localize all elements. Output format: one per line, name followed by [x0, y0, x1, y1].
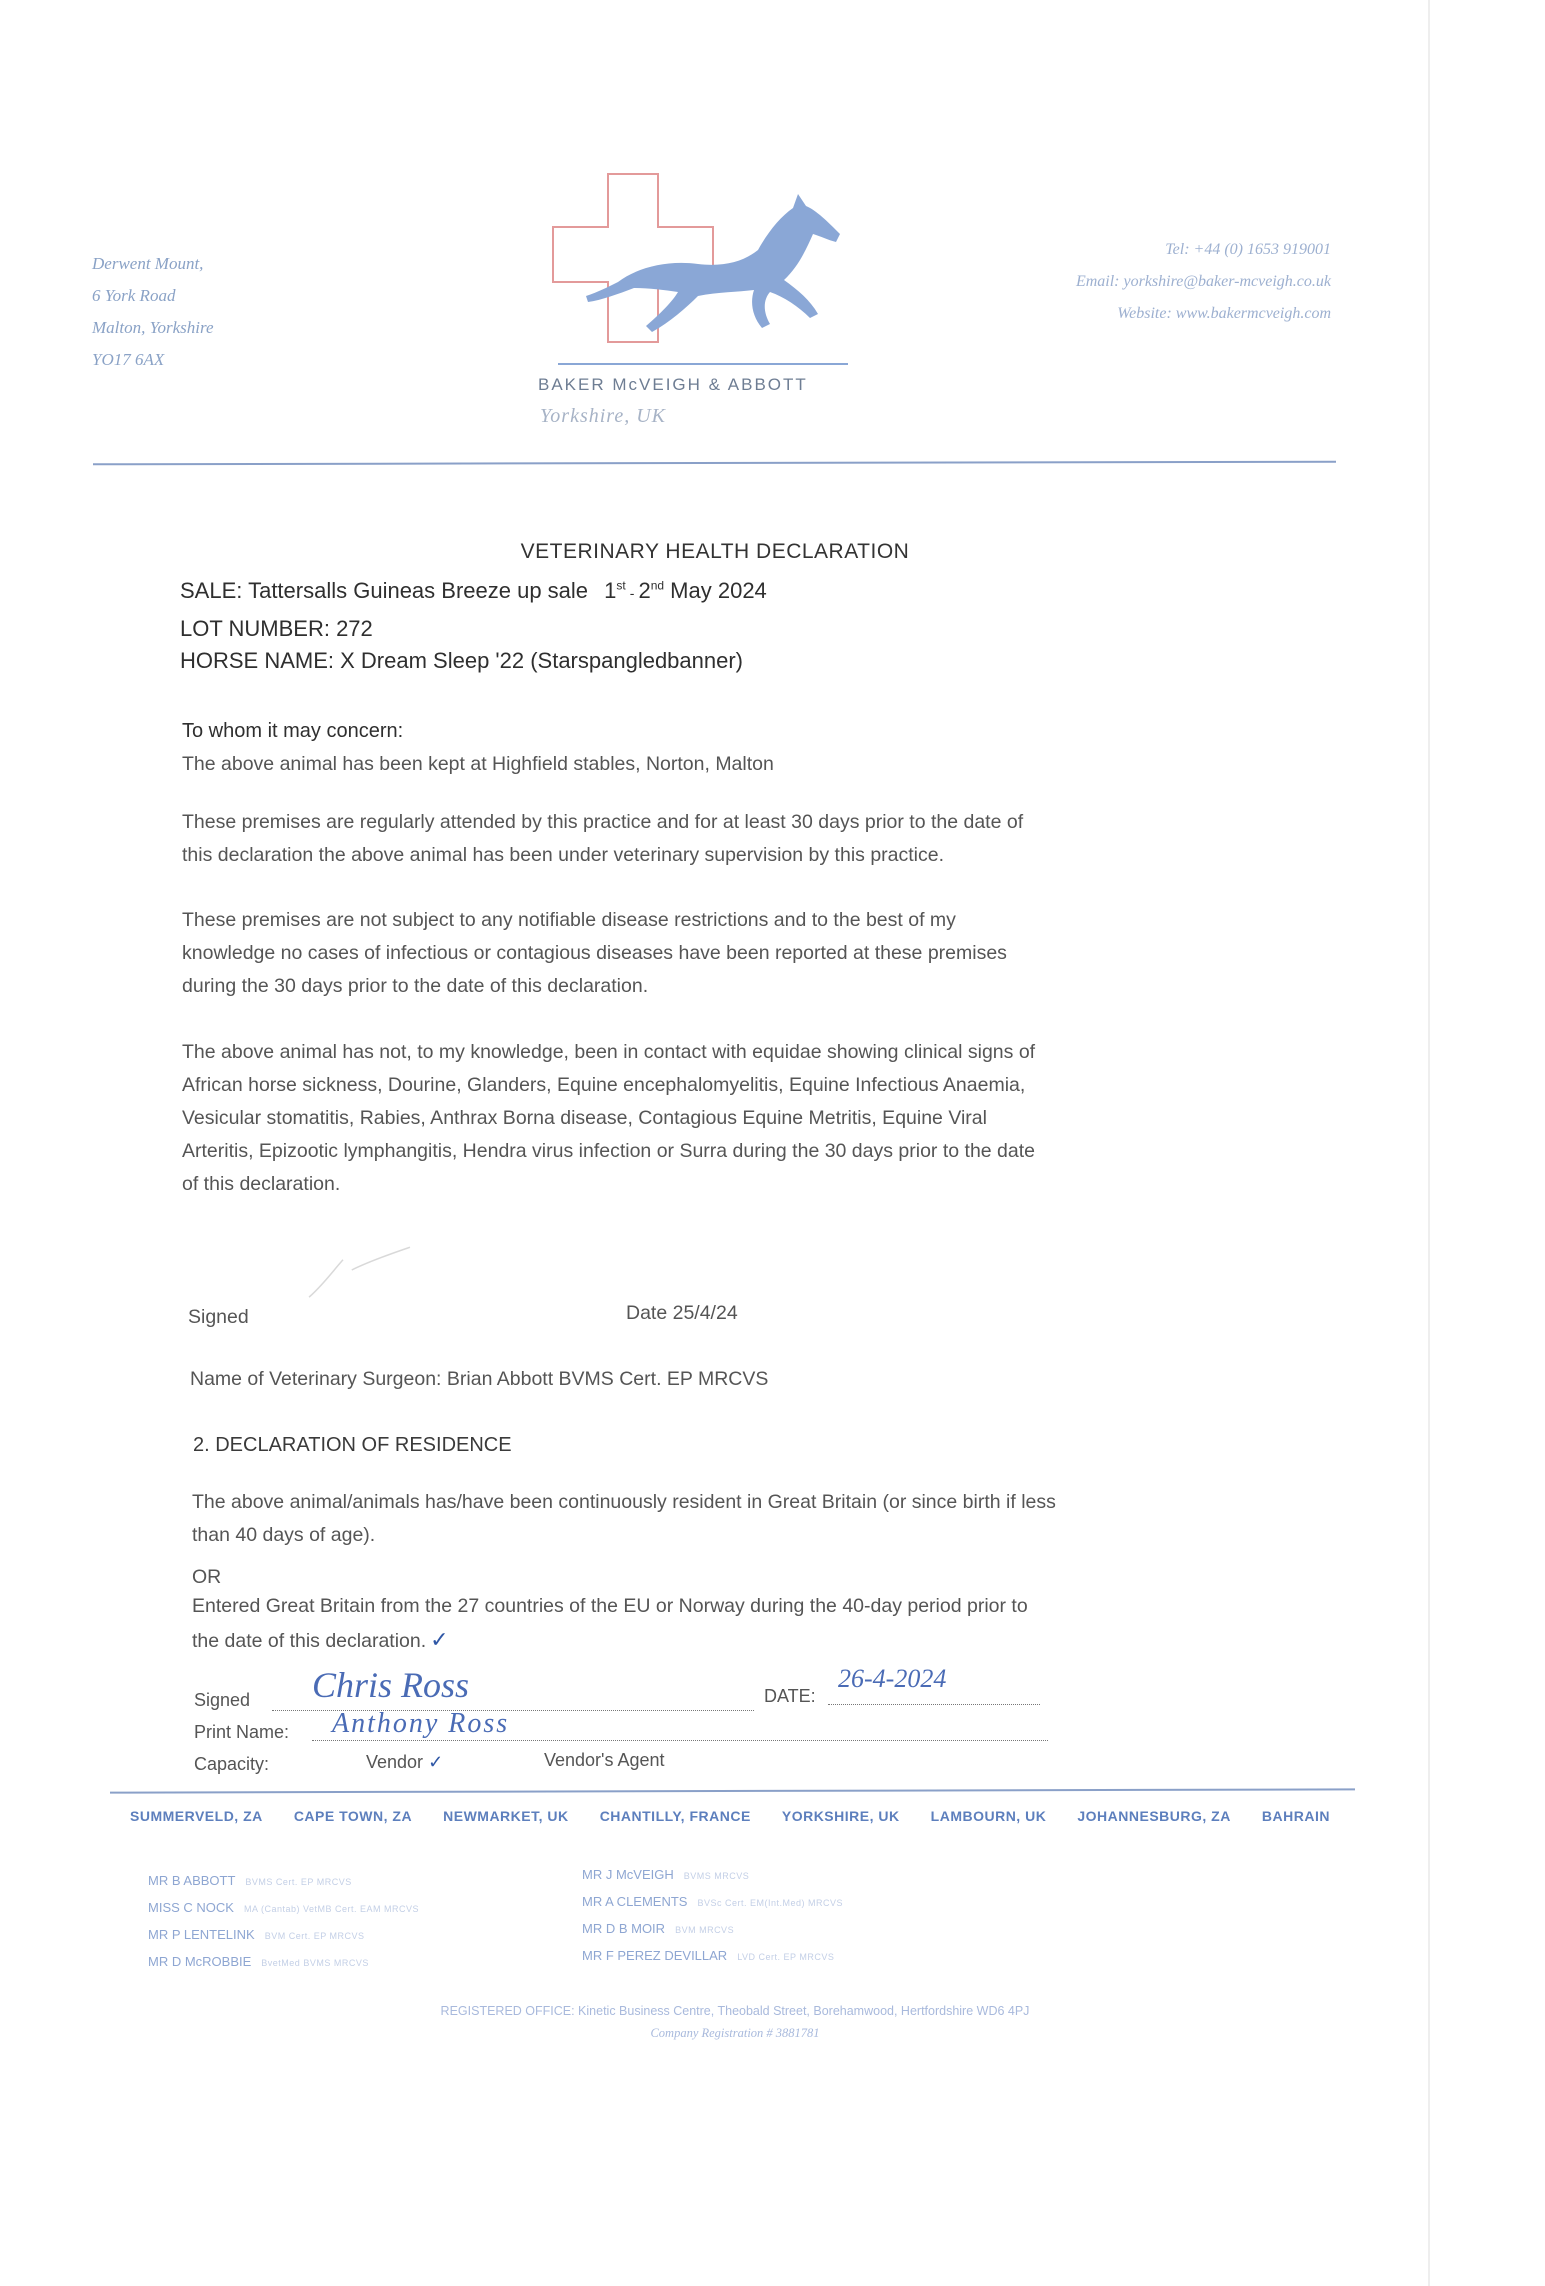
- sale-day-1: 1: [604, 578, 617, 603]
- vet-declaration-date: Date 25/4/24: [626, 1302, 738, 1324]
- contact-email: Email: yorkshire@baker-mcveigh.co.uk: [1075, 273, 1331, 290]
- firm-name: BAKER McVEIGH & ABBOTT: [538, 375, 808, 394]
- paragraph-line-text: the date of this declaration.: [192, 1630, 427, 1652]
- partner-entry: [148, 1868, 419, 1895]
- salutation: To whom it may concern:: [182, 720, 404, 742]
- partner-name: MISS C NOCK: [148, 1900, 234, 1915]
- paragraph-line: this declaration the above animal has been under veterinary supervision by this practice.: [182, 844, 945, 866]
- paragraph-line: African horse sickness, Dourine, Glanders, Equine encephalomyelitis, Equine Infectious Anaemia,: [182, 1074, 1026, 1096]
- partner-qualifications: LVD Cert. EP MRCVS: [737, 1952, 835, 1962]
- horse-and-cross-logo-icon: [548, 172, 858, 372]
- lot-number: LOT NUMBER: 272: [180, 616, 373, 641]
- partner-name: MR P LENTELINK: [148, 1927, 255, 1942]
- partners-left-column: [148, 1868, 419, 1976]
- registered-office-block: [0, 2000, 1470, 2044]
- partner-qualifications: BVM Cert. EP MRCVS: [264, 1931, 365, 1941]
- paragraph-line: The above animal has not, to my knowledge, been in contact with equidae showing clinical signs of: [182, 1041, 1036, 1063]
- residence-signed-label: Signed: [194, 1690, 251, 1710]
- partner-name: MR D McROBBIE: [148, 1954, 252, 1969]
- residence-date-label: DATE:: [764, 1686, 816, 1706]
- contact-diseases-paragraph: [182, 1036, 1292, 1201]
- office-location: LAMBOURN, UK: [930, 1808, 1047, 1824]
- office-location: SUMMERVELD, ZA: [130, 1808, 263, 1824]
- sale-day-1-suffix: st: [616, 578, 626, 593]
- paragraph-line: knowledge no cases of infectious or contagious diseases have been reported at these premises: [182, 942, 1007, 964]
- office-location: YORKSHIRE, UK: [781, 1808, 900, 1824]
- date-line: [828, 1704, 1040, 1705]
- firm-location: Yorkshire, UK: [540, 405, 666, 427]
- partner-qualifications: BVSc Cert. EM(Int.Med) MRCVS: [697, 1898, 843, 1908]
- document-title: VETERINARY HEALTH DECLARATION: [520, 540, 910, 563]
- paragraph-line: Vesicular stomatitis, Rabies, Anthrax Borna disease, Contagious Equine Metritis, Equine Viral: [182, 1107, 987, 1129]
- checkmark-icon: ✓: [430, 1627, 449, 1652]
- sale-label: SALE: Tattersalls Guineas Breeze up sale: [180, 578, 589, 603]
- horse-name: HORSE NAME: X Dream Sleep '22 (Starspangledbanner): [180, 648, 744, 673]
- or-separator: OR: [192, 1566, 222, 1588]
- sale-day-2: 2: [638, 578, 651, 603]
- registered-office: REGISTERED OFFICE: Kinetic Business Centre, Theobald Street, Borehamwood, Hertfordshire WD6 4PJ: [440, 2004, 1030, 2018]
- residence-date-value: 26-4-2024: [838, 1664, 947, 1693]
- partner-entry: [582, 1943, 843, 1970]
- header-divider: [93, 461, 1336, 466]
- partner-entry: [148, 1922, 419, 1949]
- paragraph-line: These premises are regularly attended by this practice and for at least 30 days prior to the date of: [182, 811, 1024, 833]
- contact-phone: Tel: +44 (0) 1653 919001: [1165, 241, 1331, 258]
- paragraph-line: during the 30 days prior to the date of this declaration.: [182, 975, 649, 997]
- partners-right-column: [582, 1862, 843, 1970]
- office-location: CHANTILLY, FRANCE: [599, 1808, 751, 1824]
- partner-qualifications: BVM MRCVS: [675, 1925, 735, 1935]
- paragraph-line: [192, 1623, 1292, 1658]
- practice-contact: [1076, 234, 1331, 330]
- partner-qualifications: BvetMed BVMS MRCVS: [261, 1958, 369, 1968]
- sale-separator: -: [629, 585, 635, 601]
- office-location: CAPE TOWN, ZA: [293, 1808, 413, 1824]
- print-name-line: [312, 1740, 1048, 1741]
- supervision-paragraph: [182, 806, 1262, 872]
- disease-restrictions-paragraph: [182, 904, 1262, 1003]
- paragraph-line: Entered Great Britain from the 27 countries of the EU or Norway during the 40-day period prior to: [192, 1595, 1028, 1617]
- paragraph-line: These premises are not subject to any notifiable disease restrictions and to the best of my: [182, 909, 956, 931]
- scan-edge: [1428, 0, 1430, 2286]
- paragraph-line: of this declaration.: [182, 1173, 341, 1195]
- partner-qualifications: MA (Cantab) VetMB Cert. EAM MRCVS: [243, 1904, 420, 1914]
- partner-name: MR D B MOIR: [582, 1921, 666, 1936]
- partner-entry: [582, 1862, 843, 1889]
- paragraph-line: The above animal/animals has/have been continuously resident in Great Britain (or since birth if less: [192, 1491, 1056, 1513]
- practice-address: [92, 248, 214, 376]
- vendor-signature: Chris Ross: [312, 1665, 470, 1705]
- vet-signed-label: Signed: [188, 1306, 249, 1328]
- partner-entry: [582, 1889, 843, 1916]
- sale-day-2-suffix: nd: [650, 578, 665, 593]
- paragraph-line: than 40 days of age).: [192, 1524, 376, 1546]
- partner-entry: [148, 1895, 419, 1922]
- residence-paragraph-2: [192, 1590, 1292, 1658]
- office-location: NEWMARKET, UK: [443, 1808, 569, 1824]
- sale-line: [180, 578, 767, 604]
- company-registration: Company Registration # 3881781: [650, 2026, 820, 2040]
- partner-name: MR J McVEIGH: [582, 1867, 674, 1882]
- residence-heading: 2. DECLARATION OF RESIDENCE: [193, 1434, 512, 1456]
- residence-paragraph-1: [192, 1486, 1292, 1552]
- vendor-option-label: Vendor: [366, 1752, 424, 1772]
- contact-website: Website: www.bakermcveigh.com: [1117, 305, 1331, 322]
- print-name-label: Print Name:: [194, 1722, 290, 1742]
- paragraph-line: Arteritis, Epizootic lymphangitis, Hendra virus infection or Surra during the 30 days prior to the date: [182, 1140, 1036, 1162]
- print-name-value: Anthony Ross: [332, 1708, 510, 1739]
- partner-name: MR B ABBOTT: [148, 1873, 236, 1888]
- vet-surgeon-name: Name of Veterinary Surgeon: Brian Abbott BVMS Cert. EP MRCVS: [190, 1368, 769, 1390]
- partner-entry: [582, 1916, 843, 1943]
- capacity-label: Capacity:: [194, 1754, 270, 1774]
- sale-month-year: May 2024: [670, 578, 767, 603]
- partner-qualifications: BVMS MRCVS: [683, 1871, 750, 1881]
- partner-name: MR F PEREZ DEVILLAR: [582, 1948, 728, 1963]
- kept-at-text: The above animal has been kept at Highfield stables, Norton, Malton: [182, 753, 774, 775]
- faint-signature-mark: [297, 1236, 423, 1304]
- footer-divider: [110, 1788, 1355, 1793]
- capacity-vendor-option: [366, 1752, 443, 1773]
- capacity-agent-option: Vendor's Agent: [544, 1750, 665, 1770]
- address-line: Malton, Yorkshire: [92, 318, 214, 337]
- office-locations: [130, 1808, 1330, 1824]
- vendor-checkmark-icon: ✓: [428, 1752, 444, 1772]
- partner-qualifications: BVMS Cert. EP MRCVS: [245, 1877, 352, 1887]
- address-line: 6 York Road: [92, 286, 176, 305]
- address-line: YO17 6AX: [92, 350, 165, 369]
- office-location: BAHRAIN: [1261, 1808, 1330, 1824]
- partner-entry: [148, 1949, 419, 1976]
- partner-name: MR A CLEMENTS: [582, 1894, 688, 1909]
- address-line: Derwent Mount,: [92, 254, 204, 273]
- office-location: JOHANNESBURG, ZA: [1077, 1808, 1231, 1824]
